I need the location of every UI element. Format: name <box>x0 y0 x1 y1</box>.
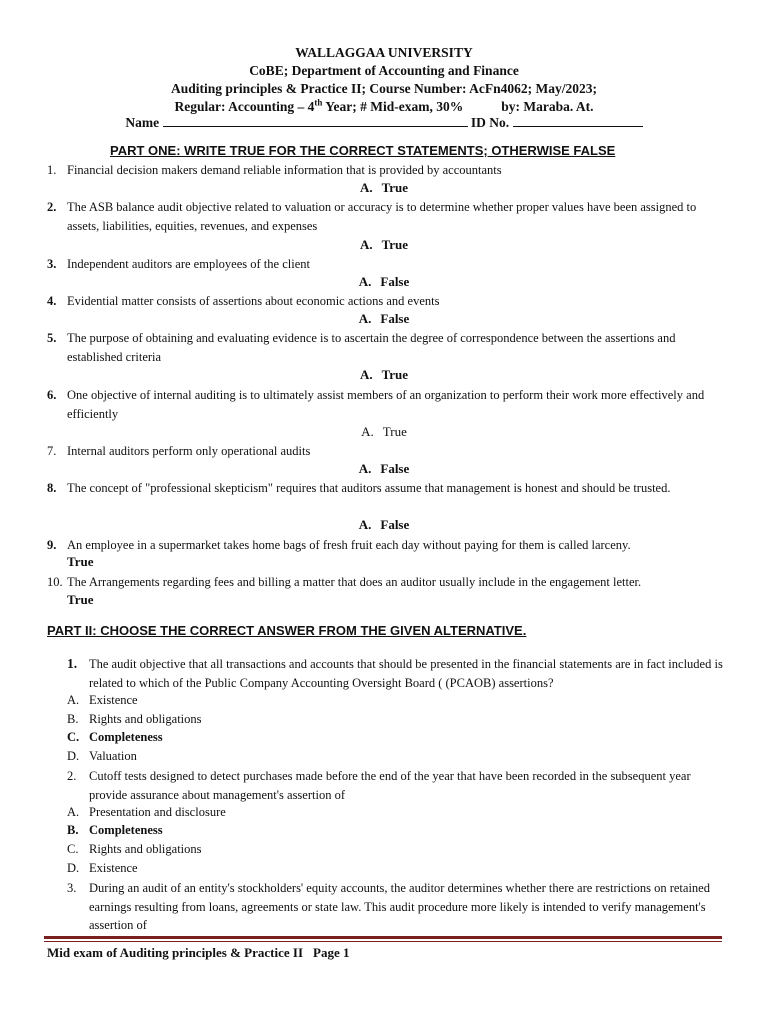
answer-letter: A. <box>359 237 373 252</box>
footer-divider <box>44 936 722 939</box>
option-letter: B. <box>67 712 79 726</box>
answer-letter: A. <box>359 180 373 195</box>
item-number: 8. <box>47 481 57 495</box>
mc-option-correct[interactable] <box>67 730 163 745</box>
item-number: 4. <box>47 294 57 308</box>
tf-item-3 <box>47 255 727 274</box>
answer-text: True <box>67 554 94 569</box>
item-text: The concept of "professional skepticism" requires that auditors assume that management is honest and should be trusted. <box>67 481 671 495</box>
footer-title: Mid exam of Auditing principles & Practice II <box>47 945 304 960</box>
answer-letter: A. <box>358 311 372 326</box>
answer-letter: A. <box>359 367 373 382</box>
question-text: Cutoff tests designed to detect purchases made before the end of the year that have been recorded in the subsequent year provide assurance about management's assertion of <box>89 769 691 802</box>
item-number: 5. <box>47 331 57 345</box>
regular-sup: th <box>314 97 323 108</box>
answer-text: False <box>380 517 410 532</box>
answer-text: False <box>380 461 410 476</box>
item-text: The purpose of obtaining and evaluating evidence is to ascertain the degree of correspondence between the assertions and established criteria <box>67 331 676 364</box>
tf-answer-5 <box>0 367 768 383</box>
tf-answer-9 <box>67 554 93 570</box>
option-text: Existence <box>89 861 138 875</box>
option-text: Existence <box>89 693 138 707</box>
mc-option[interactable] <box>67 842 202 857</box>
answer-letter: A. <box>361 424 374 439</box>
tf-item-1 <box>47 161 727 180</box>
tf-answer-2 <box>0 237 768 253</box>
option-text: Completeness <box>89 823 163 837</box>
option-letter: A. <box>67 805 80 819</box>
tf-answer-4 <box>0 311 768 327</box>
page-number: Page 1 <box>313 945 350 960</box>
tf-item-9 <box>47 536 727 555</box>
item-text: Financial decision makers demand reliable information that is provided by accountants <box>67 163 502 177</box>
part-one-title: PART ONE: WRITE TRUE FOR THE CORRECT STATEMENTS; OTHERWISE FALSE <box>110 143 616 158</box>
option-text: Presentation and disclosure <box>89 805 226 819</box>
author: by: Maraba. At. <box>501 99 594 114</box>
mc-option[interactable] <box>67 712 202 727</box>
tf-item-5 <box>47 329 727 366</box>
answer-text: True <box>67 592 94 607</box>
tf-answer-6 <box>0 424 768 440</box>
item-number: 6. <box>47 388 57 402</box>
item-text: Internal auditors perform only operational audits <box>67 444 311 458</box>
item-text: An employee in a supermarket takes home bags of fresh fruit each day without paying for them is called larceny. <box>67 538 631 552</box>
answer-text: True <box>381 237 409 252</box>
answer-letter: A. <box>358 517 372 532</box>
item-text: Independent auditors are employees of the client <box>67 257 310 271</box>
id-field[interactable] <box>513 114 643 127</box>
tf-answer-3 <box>0 274 768 290</box>
mc-option[interactable] <box>67 749 137 764</box>
mc-question-3 <box>67 879 727 935</box>
item-text: Evidential matter consists of assertions about economic actions and events <box>67 294 440 308</box>
mc-option[interactable] <box>67 861 138 876</box>
answer-text: True <box>381 367 409 382</box>
item-number: 10. <box>47 575 63 589</box>
option-text: Completeness <box>89 730 163 744</box>
item-number: 7. <box>47 444 57 458</box>
item-number: 1. <box>47 163 57 177</box>
name-field[interactable] <box>163 114 468 127</box>
department-name: CoBE; Department of Accounting and Finance <box>249 63 519 78</box>
option-letter: C. <box>67 730 80 744</box>
tf-item-2 <box>47 198 727 235</box>
question-text: During an audit of an entity's stockholders' equity accounts, the auditor determines whether there are restrictions on retained earnings resulting from loans, agreements or state law. This audit procedure more likely is intended to verify management's assertion of <box>89 881 710 932</box>
tf-answer-10 <box>67 592 93 608</box>
option-letter: B. <box>67 823 79 837</box>
tf-item-4 <box>47 292 727 311</box>
regular-prefix: Regular: Accounting – 4 <box>174 99 315 114</box>
exam-header <box>0 44 768 116</box>
question-number: 2. <box>67 769 77 783</box>
tf-answer-7 <box>0 461 768 477</box>
answer-text: False <box>380 274 410 289</box>
option-text: Valuation <box>89 749 137 763</box>
tf-item-10 <box>47 573 727 592</box>
mc-question-2 <box>67 767 727 804</box>
page-footer <box>47 945 349 961</box>
name-id-row <box>0 114 768 131</box>
item-number: 3. <box>47 257 57 271</box>
mc-option[interactable] <box>67 805 226 820</box>
option-letter: A. <box>67 693 80 707</box>
tf-answer-1 <box>0 180 768 196</box>
mc-option-correct[interactable] <box>67 823 163 838</box>
question-text: The audit objective that all transactions and accounts that should be presented in the financial statements are in fact included is related to which of the Public Company Accounting Oversight Board ( (PCAOB) assertions? <box>89 657 723 690</box>
item-text: One objective of internal auditing is to ultimately assist members of an organization to perform their work more effectively and efficiently <box>67 388 705 421</box>
tf-answer-8 <box>0 517 768 533</box>
answer-letter: A. <box>358 461 372 476</box>
answer-text: True <box>381 180 409 195</box>
item-text: The Arrangements regarding fees and billing a matter that does an auditor usually include in the engagement letter. <box>67 575 642 589</box>
regular-suffix: Year; # Mid-exam, 30% <box>322 99 464 114</box>
answer-text: True <box>382 424 407 439</box>
option-letter: C. <box>67 842 79 856</box>
item-text: The ASB balance audit objective related to valuation or accuracy is to determine whether proper values have been assigned to assets, liabilities, equities, revenues, and expenses <box>67 200 697 233</box>
tf-item-7 <box>47 442 727 461</box>
tf-item-6 <box>47 386 727 423</box>
name-label: Name <box>125 115 160 130</box>
footer-divider-thin <box>44 941 722 942</box>
mc-question-1 <box>67 655 727 692</box>
course-info: Auditing principles & Practice II; Course Number: AcFn4062; May/2023; <box>171 81 597 96</box>
item-number: 2. <box>47 200 57 214</box>
university-name: WALLAGGAA UNIVERSITY <box>295 45 473 60</box>
question-number: 1. <box>67 656 78 671</box>
item-number: 9. <box>47 538 57 552</box>
question-number: 3. <box>67 881 77 895</box>
part-two-title: PART II: CHOOSE THE CORRECT ANSWER FROM THE GIVEN ALTERNATIVE. <box>47 623 527 638</box>
mc-option[interactable] <box>67 693 138 708</box>
option-letter: D. <box>67 861 80 875</box>
option-text: Rights and obligations <box>89 712 202 726</box>
answer-letter: A. <box>358 274 372 289</box>
id-label: ID No. <box>470 115 510 130</box>
tf-item-8 <box>47 479 727 498</box>
answer-text: False <box>380 311 410 326</box>
option-letter: D. <box>67 749 80 763</box>
option-text: Rights and obligations <box>89 842 202 856</box>
